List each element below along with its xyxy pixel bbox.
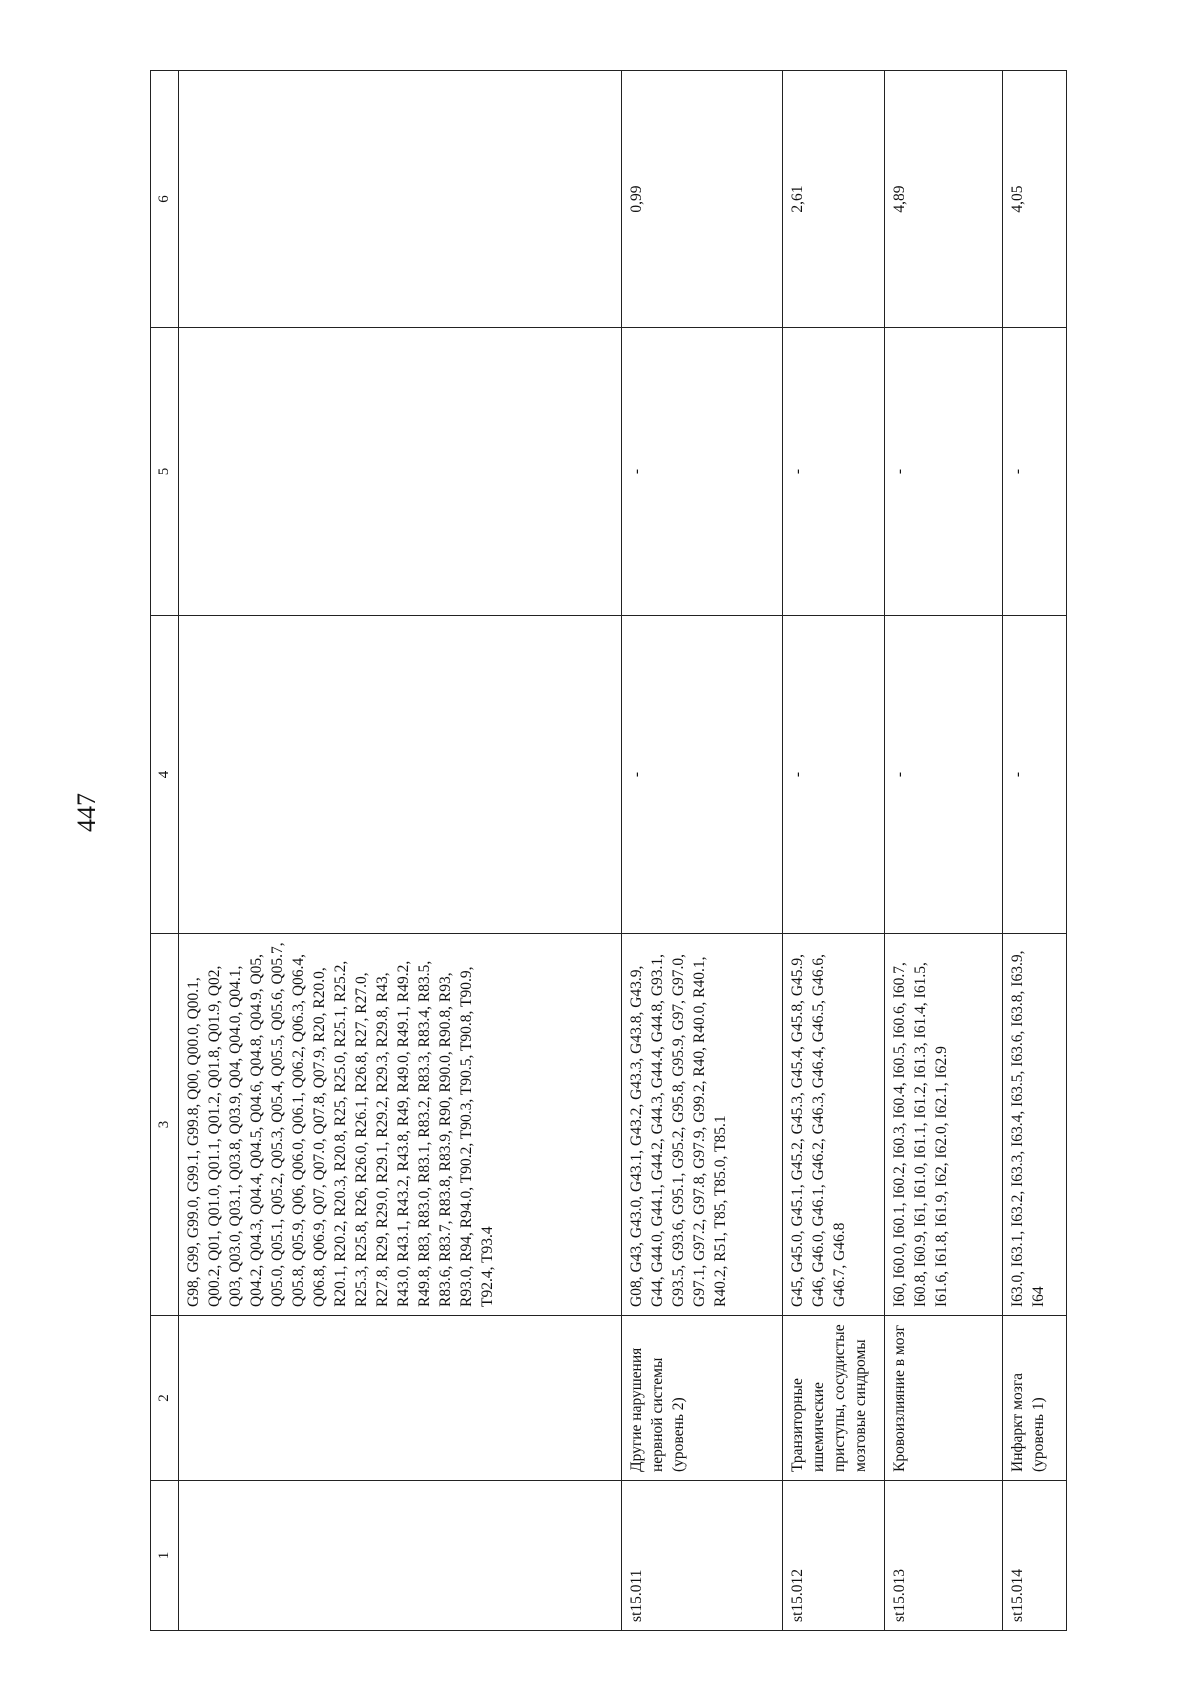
row-col6: 2,61 [783,71,885,328]
row-codes: I63.0, I63.1, I63.2, I63.3, I63.4, I63.5, I63.6, I63.8, I63.9, I64 [1003,934,1067,1316]
row-col5: - [783,328,885,616]
row-id [179,1481,622,1631]
row-col5: - [1003,328,1067,616]
header-cell: 6 [151,71,179,328]
table-row [179,71,622,1631]
row-col6: 4,05 [1003,71,1067,328]
row-codes: G08, G43, G43.0, G43.1, G43.2, G43.3, G43.8, G43.9, G44, G44.0, G44.1, G44.2, G44.3, G44.4, G44.8, G93.1, G93.5, G93.6, G95.1, G95.2, G95.8, G95.9, G97, G97.0, G97.1, G97.2, G97.8, G97.9, G99.2, R40, R40.0, R40.1, R40.2, R51, T85, T85.0, T85.1 [622,934,783,1316]
row-col6: 0,99 [622,71,783,328]
table-row [885,71,1003,1631]
row-col5: - [885,328,1003,616]
row-col4: - [885,616,1003,934]
page-number: 447 [72,793,101,832]
row-id: st15.011 [622,1481,783,1631]
row-name: Кровоизлияние в мозг [885,1316,1003,1481]
header-cell: 4 [151,616,179,934]
row-codes: G45, G45.0, G45.1, G45.2, G45.3, G45.4, G45.8, G45.9, G46, G46.0, G46.1, G46.2, G46.3, G46.4, G46.5, G46.6, G46.7, G46.8 [783,934,885,1316]
row-col4: - [1003,616,1067,934]
header-cell: 3 [151,934,179,1316]
row-name [179,1316,622,1481]
row-col4: - [783,616,885,934]
row-col4: - [622,616,783,934]
row-col5: - [622,328,783,616]
row-id: st15.012 [783,1481,885,1631]
table-row [622,71,783,1631]
row-col6: 4,89 [885,71,1003,328]
row-name: Другие нарушения нервной системы (уровень 2) [622,1316,783,1481]
row-codes: I60, I60.0, I60.1, I60.2, I60.3, I60.4, I60.5, I60.6, I60.7, I60.8, I60.9, I61, I61.0, I61.1, I61.2, I61.3, I61.4, I61.5, I61.6, I61.8, I61.9, I62, I62.0, I62.1, I62.9 [885,934,1003,1316]
header-cell: 5 [151,328,179,616]
header-cell: 2 [151,1316,179,1481]
header-cell: 1 [151,1481,179,1631]
row-id: st15.014 [1003,1481,1067,1631]
row-col5 [179,328,622,616]
row-name: Инфаркт мозга (уровень 1) [1003,1316,1067,1481]
codes-table [150,70,1067,1631]
rotated-table-container [150,71,1067,1631]
row-id: st15.013 [885,1481,1003,1631]
header-row [151,71,179,1631]
row-codes: G98, G99, G99.0, G99.1, G99.8, Q00, Q00.0, Q00.1, Q00.2, Q01, Q01.0, Q01.1, Q01.2, Q01.8, Q01.9, Q02, Q03, Q03.0, Q03.1, Q03.8, Q03.9, Q04, Q04.0, Q04.1, Q04.2, Q04.3, Q04.4, Q04.5, Q04.6, Q04.8, Q04.9, Q05, Q05.0, Q05.1, Q05.2, Q05.3, Q05.4, Q05.5, Q05.6, Q05.7, Q05.8, Q05.9, Q06, Q06.0, Q06.1, Q06.2, Q06.3, Q06.4, Q06.8, Q06.9, Q07, Q07.0, Q07.8, Q07.9, R20, R20.0, R20.1, R20.2, R20.3, R20.8, R25, R25.0, R25.1, R25.2, R25.3, R25.8, R26, R26.0, R26.1, R26.8, R27, R27.0, R27.8, R29, R29.0, R29.1, R29.2, R29.3, R29.8, R43, R43.0, R43.1, R43.2, R43.8, R49, R49.0, R49.1, R49.2, R49.8, R83, R83.0, R83.1, R83.2, R83.3, R83.4, R83.5, R83.6, R83.7, R83.8, R83.9, R90, R90.0, R90.8, R93, R93.0, R94, R94.0, T90.2, T90.3, T90.5, T90.8, T90.9, T92.4, T93.4 [179,934,622,1316]
row-col6 [179,71,622,328]
table-row [1003,71,1067,1631]
row-col4 [179,616,622,934]
table-row [783,71,885,1631]
row-name: Транзиторные ишемические приступы, сосудистые мозговые синдромы [783,1316,885,1481]
